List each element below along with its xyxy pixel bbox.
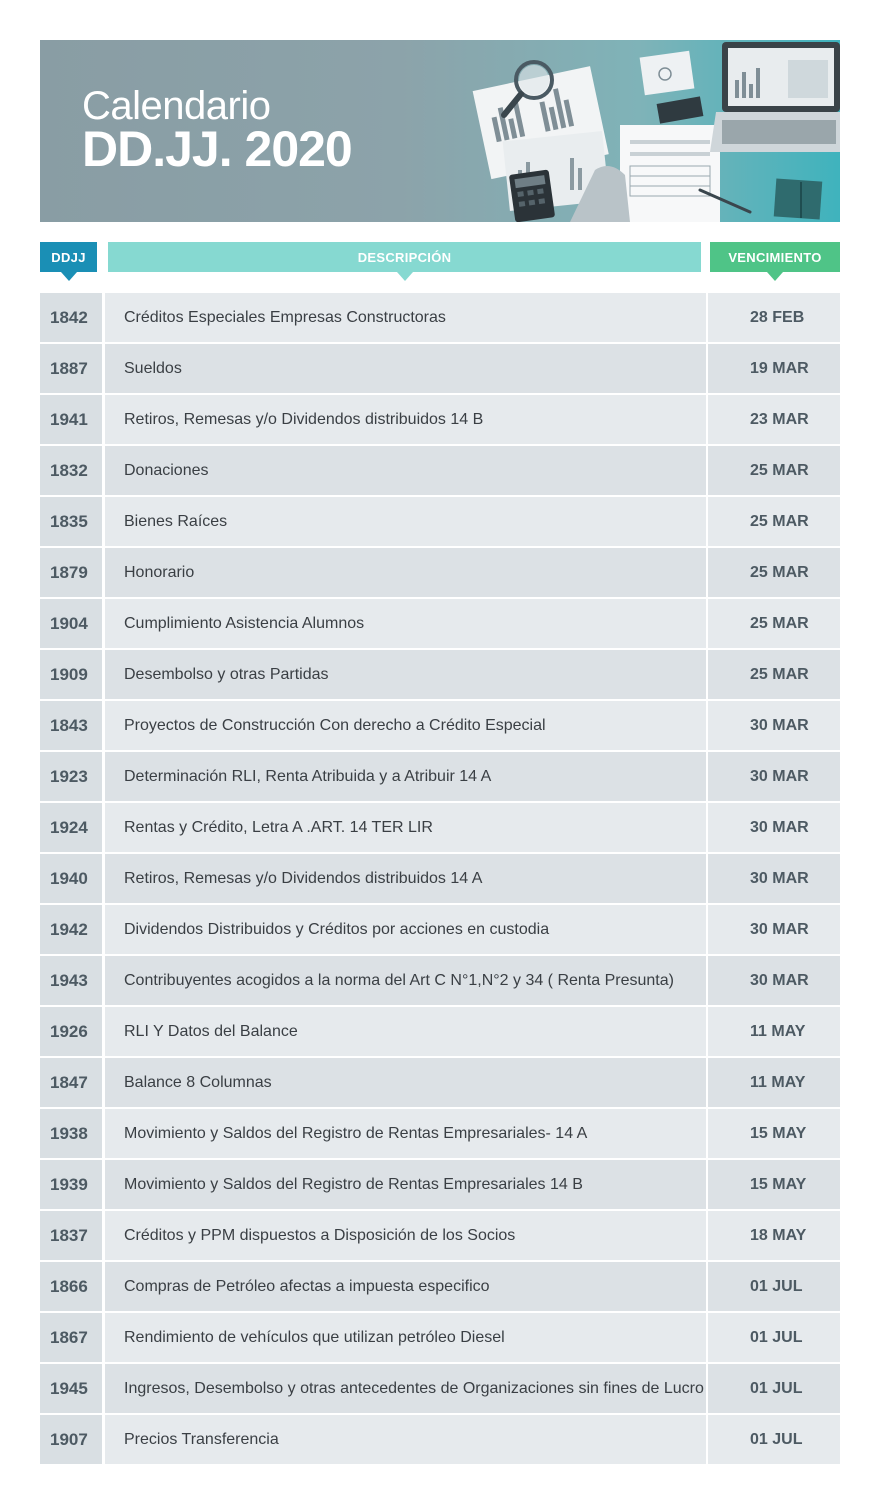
laptop-icon	[710, 42, 840, 152]
due-date: 30 MAR	[708, 701, 840, 750]
due-date: 25 MAR	[708, 497, 840, 546]
ddjj-code: 1904	[40, 599, 102, 648]
due-date: 19 MAR	[708, 344, 840, 393]
ddjj-code: 1832	[40, 446, 102, 495]
table-row	[40, 344, 840, 393]
table-row	[40, 1211, 840, 1260]
description: Cumplimiento Asistencia Alumnos	[105, 599, 706, 648]
table-row	[40, 1364, 840, 1413]
title-line-2: DD.JJ. 2020	[82, 121, 352, 177]
due-date: 15 MAY	[708, 1160, 840, 1209]
due-date: 01 JUL	[708, 1262, 840, 1311]
ddjj-code: 1939	[40, 1160, 102, 1209]
due-date: 25 MAR	[708, 599, 840, 648]
ddjj-code: 1847	[40, 1058, 102, 1107]
table-row	[40, 1313, 840, 1362]
description: Ingresos, Desembolso y otras antecedentes de Organizaciones sin fines de Lucro	[105, 1364, 706, 1413]
due-date: 30 MAR	[708, 905, 840, 954]
ddjj-code: 1942	[40, 905, 102, 954]
due-date: 30 MAR	[708, 803, 840, 852]
table-row	[40, 1058, 840, 1107]
description: Rentas y Crédito, Letra A .ART. 14 TER LIR	[105, 803, 706, 852]
page-title	[82, 84, 352, 177]
table-row	[40, 803, 840, 852]
desk-illustration	[420, 40, 840, 222]
description: Dividendos Distribuidos y Créditos por acciones en custodia	[105, 905, 706, 954]
table-row	[40, 497, 840, 546]
table-row	[40, 905, 840, 954]
ddjj-code: 1938	[40, 1109, 102, 1158]
description: Balance 8 Columnas	[105, 1058, 706, 1107]
column-header-descripcion: DESCRIPCIÓN	[108, 242, 701, 272]
table-row	[40, 752, 840, 801]
description: Contribuyentes acogidos a la norma del Art C N°1,N°2 y 34 ( Renta Presunta)	[105, 956, 706, 1005]
description: Rendimiento de vehículos que utilizan petróleo Diesel	[105, 1313, 706, 1362]
description: Honorario	[105, 548, 706, 597]
title-line-1: Calendario	[82, 84, 271, 128]
description: Movimiento y Saldos del Registro de Rentas Empresariales- 14 A	[105, 1109, 706, 1158]
due-date: 11 MAY	[708, 1007, 840, 1056]
ddjj-code: 1941	[40, 395, 102, 444]
table-row	[40, 854, 840, 903]
header-banner	[40, 40, 840, 222]
due-date: 11 MAY	[708, 1058, 840, 1107]
description: RLI Y Datos del Balance	[105, 1007, 706, 1056]
description: Movimiento y Saldos del Registro de Rentas Empresariales 14 B	[105, 1160, 706, 1209]
description: Compras de Petróleo afectas a impuesta especifico	[105, 1262, 706, 1311]
due-date: 30 MAR	[708, 854, 840, 903]
form-document-icon	[620, 125, 720, 222]
ddjj-code: 1842	[40, 293, 102, 342]
due-date: 25 MAR	[708, 650, 840, 699]
due-date: 25 MAR	[708, 548, 840, 597]
description: Precios Transferencia	[105, 1415, 706, 1464]
ddjj-code: 1879	[40, 548, 102, 597]
column-header-ddjj: DDJJ	[40, 242, 97, 272]
table-row	[40, 446, 840, 495]
description: Determinación RLI, Renta Atribuida y a Atribuir 14 A	[105, 752, 706, 801]
description: Donaciones	[105, 446, 706, 495]
due-date: 18 MAY	[708, 1211, 840, 1260]
description: Retiros, Remesas y/o Dividendos distribuidos 14 A	[105, 854, 706, 903]
table-row	[40, 1415, 840, 1464]
ddjj-code: 1867	[40, 1313, 102, 1362]
declarations-table	[40, 293, 840, 1466]
table-row	[40, 293, 840, 342]
due-date: 01 JUL	[708, 1313, 840, 1362]
table-row	[40, 1262, 840, 1311]
description: Créditos Especiales Empresas Constructoras	[105, 293, 706, 342]
description: Créditos y PPM dispuestos a Disposición de los Socios	[105, 1211, 706, 1260]
ddjj-code: 1909	[40, 650, 102, 699]
calendar-icon	[640, 51, 695, 96]
due-date: 15 MAY	[708, 1109, 840, 1158]
table-row	[40, 1109, 840, 1158]
calculator-icon	[509, 169, 555, 222]
table-row	[40, 956, 840, 1005]
card-icon	[657, 96, 704, 123]
due-date: 01 JUL	[708, 1415, 840, 1464]
ddjj-code: 1866	[40, 1262, 102, 1311]
description: Desembolso y otras Partidas	[105, 650, 706, 699]
ddjj-code: 1945	[40, 1364, 102, 1413]
ddjj-code: 1924	[40, 803, 102, 852]
ddjj-code: 1926	[40, 1007, 102, 1056]
table-row	[40, 599, 840, 648]
due-date: 28 FEB	[708, 293, 840, 342]
description: Sueldos	[105, 344, 706, 393]
ddjj-code: 1923	[40, 752, 102, 801]
table-row	[40, 1007, 840, 1056]
column-header-vencimiento: VENCIMIENTO	[710, 242, 840, 272]
description: Retiros, Remesas y/o Dividendos distribuidos 14 B	[105, 395, 706, 444]
ddjj-code: 1837	[40, 1211, 102, 1260]
ddjj-code: 1940	[40, 854, 102, 903]
description: Bienes Raíces	[105, 497, 706, 546]
due-date: 23 MAR	[708, 395, 840, 444]
ddjj-code: 1943	[40, 956, 102, 1005]
table-row	[40, 395, 840, 444]
notebook-icon	[774, 178, 823, 219]
table-row	[40, 548, 840, 597]
table-row	[40, 701, 840, 750]
ddjj-code: 1843	[40, 701, 102, 750]
description: Proyectos de Construcción Con derecho a Crédito Especial	[105, 701, 706, 750]
table-row	[40, 1160, 840, 1209]
table-row	[40, 650, 840, 699]
due-date: 25 MAR	[708, 446, 840, 495]
ddjj-code: 1887	[40, 344, 102, 393]
ddjj-code: 1907	[40, 1415, 102, 1464]
due-date: 30 MAR	[708, 956, 840, 1005]
due-date: 30 MAR	[708, 752, 840, 801]
due-date: 01 JUL	[708, 1364, 840, 1413]
ddjj-code: 1835	[40, 497, 102, 546]
